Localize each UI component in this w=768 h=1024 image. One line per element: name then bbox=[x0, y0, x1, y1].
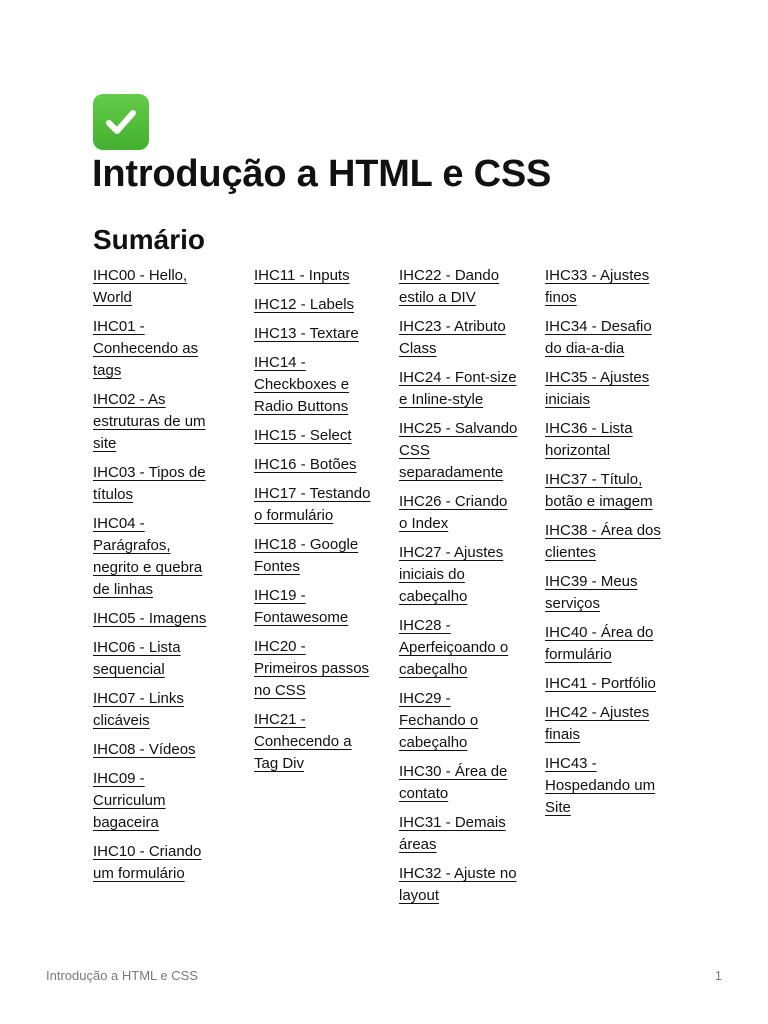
toc-item bbox=[545, 753, 671, 819]
toc-link[interactable]: IHC32 - Ajuste no layout bbox=[399, 865, 517, 904]
toc-column-4 bbox=[545, 265, 671, 826]
toc-link[interactable]: IHC40 - Área do formulário bbox=[545, 624, 654, 663]
toc-item bbox=[399, 542, 519, 608]
toc-link[interactable]: IHC17 - Testando o formulário bbox=[254, 485, 371, 524]
toc-link[interactable]: IHC39 - Meus serviços bbox=[545, 573, 638, 612]
toc-item bbox=[254, 454, 372, 476]
toc-link[interactable]: IHC26 - Criando o Index bbox=[399, 493, 508, 532]
toc-item bbox=[254, 483, 372, 527]
toc-item bbox=[93, 462, 218, 506]
toc-item bbox=[93, 608, 218, 630]
toc-link[interactable]: IHC19 - Fontawesome bbox=[254, 587, 349, 626]
toc-item bbox=[93, 316, 218, 382]
page-title: Introdução a HTML e CSS bbox=[92, 153, 552, 195]
toc-link[interactable]: IHC42 - Ajustes finais bbox=[545, 704, 650, 743]
toc-link[interactable]: IHC21 - Conhecendo a Tag Div bbox=[254, 711, 352, 772]
toc-item bbox=[399, 863, 519, 907]
toc-link[interactable]: IHC34 - Desafio do dia-a-dia bbox=[545, 318, 652, 357]
toc-item bbox=[254, 294, 372, 316]
toc-item bbox=[399, 615, 519, 681]
toc-link[interactable]: IHC25 - Salvando CSS separadamente bbox=[399, 420, 518, 481]
toc-item bbox=[93, 739, 218, 761]
toc-item bbox=[545, 418, 671, 462]
toc-link[interactable]: IHC20 - Primeiros passos no CSS bbox=[254, 638, 370, 699]
toc-link[interactable]: IHC02 - As estruturas de um site bbox=[93, 391, 206, 452]
toc-heading: Sumário bbox=[93, 224, 206, 255]
toc-item bbox=[545, 469, 671, 513]
toc-link[interactable]: IHC08 - Vídeos bbox=[93, 741, 196, 758]
toc-item bbox=[545, 520, 671, 564]
toc-item bbox=[254, 323, 372, 345]
toc-item bbox=[93, 768, 218, 834]
toc-item bbox=[545, 622, 671, 666]
toc-column-1 bbox=[93, 265, 218, 892]
toc-link[interactable]: IHC01 - Conhecendo as tags bbox=[93, 318, 199, 379]
toc-link[interactable]: IHC33 - Ajustes finos bbox=[545, 267, 650, 306]
toc-item bbox=[254, 352, 372, 418]
toc-link[interactable]: IHC28 - Aperfeiçoando o cabeçalho bbox=[399, 617, 509, 678]
toc-item bbox=[399, 265, 519, 309]
toc-link[interactable]: IHC35 - Ajustes iniciais bbox=[545, 369, 650, 408]
toc-link[interactable]: IHC29 - Fechando o cabeçalho bbox=[399, 690, 479, 751]
toc-item bbox=[93, 688, 218, 732]
toc-link[interactable]: IHC09 - Curriculum bagaceira bbox=[93, 770, 166, 831]
toc-link[interactable]: IHC38 - Área dos clientes bbox=[545, 522, 661, 561]
toc-link[interactable]: IHC16 - Botões bbox=[254, 456, 357, 473]
toc-link[interactable]: IHC27 - Ajustes iniciais do cabeçalho bbox=[399, 544, 504, 605]
toc-item bbox=[399, 761, 519, 805]
toc-item bbox=[545, 673, 671, 695]
toc-link[interactable]: IHC04 - Parágrafos, negrito e quebra de linhas bbox=[93, 515, 203, 598]
check-mark-icon bbox=[93, 94, 149, 150]
toc-link[interactable]: IHC37 - Título, botão e imagem bbox=[545, 471, 653, 510]
footer-document-title: Introdução a HTML e CSS bbox=[46, 968, 198, 983]
toc-item bbox=[254, 534, 372, 578]
toc-item bbox=[93, 265, 218, 309]
toc-item bbox=[254, 265, 372, 287]
toc-link[interactable]: IHC14 - Checkboxes e Radio Buttons bbox=[254, 354, 350, 415]
toc-link[interactable]: IHC41 - Portfólio bbox=[545, 675, 656, 692]
toc-item bbox=[254, 425, 372, 447]
toc-item bbox=[545, 316, 671, 360]
toc-link[interactable]: IHC18 - Google Fontes bbox=[254, 536, 359, 575]
toc-link[interactable]: IHC22 - Dando estilo a DIV bbox=[399, 267, 500, 306]
toc-link[interactable]: IHC00 - Hello, World bbox=[93, 267, 188, 306]
toc-item bbox=[545, 367, 671, 411]
toc-link[interactable]: IHC07 - Links clicáveis bbox=[93, 690, 184, 729]
toc-item bbox=[399, 316, 519, 360]
toc-link[interactable]: IHC31 - Demais áreas bbox=[399, 814, 506, 853]
toc-link[interactable]: IHC30 - Área de contato bbox=[399, 763, 508, 802]
toc-link[interactable]: IHC36 - Lista horizontal bbox=[545, 420, 633, 459]
toc-link[interactable]: IHC23 - Atributo Class bbox=[399, 318, 506, 357]
toc-item bbox=[399, 491, 519, 535]
toc-link[interactable]: IHC06 - Lista sequencial bbox=[93, 639, 181, 678]
toc-link[interactable]: IHC10 - Criando um formulário bbox=[93, 843, 202, 882]
toc-item bbox=[545, 265, 671, 309]
toc-item bbox=[399, 812, 519, 856]
toc-item bbox=[93, 637, 218, 681]
toc-item bbox=[254, 636, 372, 702]
toc-item bbox=[93, 389, 218, 455]
toc-link[interactable]: IHC13 - Textare bbox=[254, 325, 359, 342]
toc-link[interactable]: IHC03 - Tipos de títulos bbox=[93, 464, 206, 503]
toc-link[interactable]: IHC43 - Hospedando um Site bbox=[545, 755, 656, 816]
toc-item bbox=[399, 688, 519, 754]
toc-item bbox=[399, 367, 519, 411]
toc-item bbox=[254, 585, 372, 629]
toc-item bbox=[399, 418, 519, 484]
toc-link[interactable]: IHC24 - Font-size e Inline-style bbox=[399, 369, 517, 408]
toc-link[interactable]: IHC15 - Select bbox=[254, 427, 352, 444]
toc-link[interactable]: IHC12 - Labels bbox=[254, 296, 355, 313]
toc-link[interactable]: IHC11 - Inputs bbox=[254, 267, 350, 284]
footer-page-number: 1 bbox=[714, 968, 722, 983]
toc-item bbox=[93, 513, 218, 601]
toc-link[interactable]: IHC05 - Imagens bbox=[93, 610, 207, 627]
toc-column-2 bbox=[254, 265, 372, 782]
toc-item bbox=[545, 571, 671, 615]
toc-item bbox=[254, 709, 372, 775]
toc-item bbox=[93, 841, 218, 885]
toc-item bbox=[545, 702, 671, 746]
toc-column-3 bbox=[399, 265, 519, 914]
